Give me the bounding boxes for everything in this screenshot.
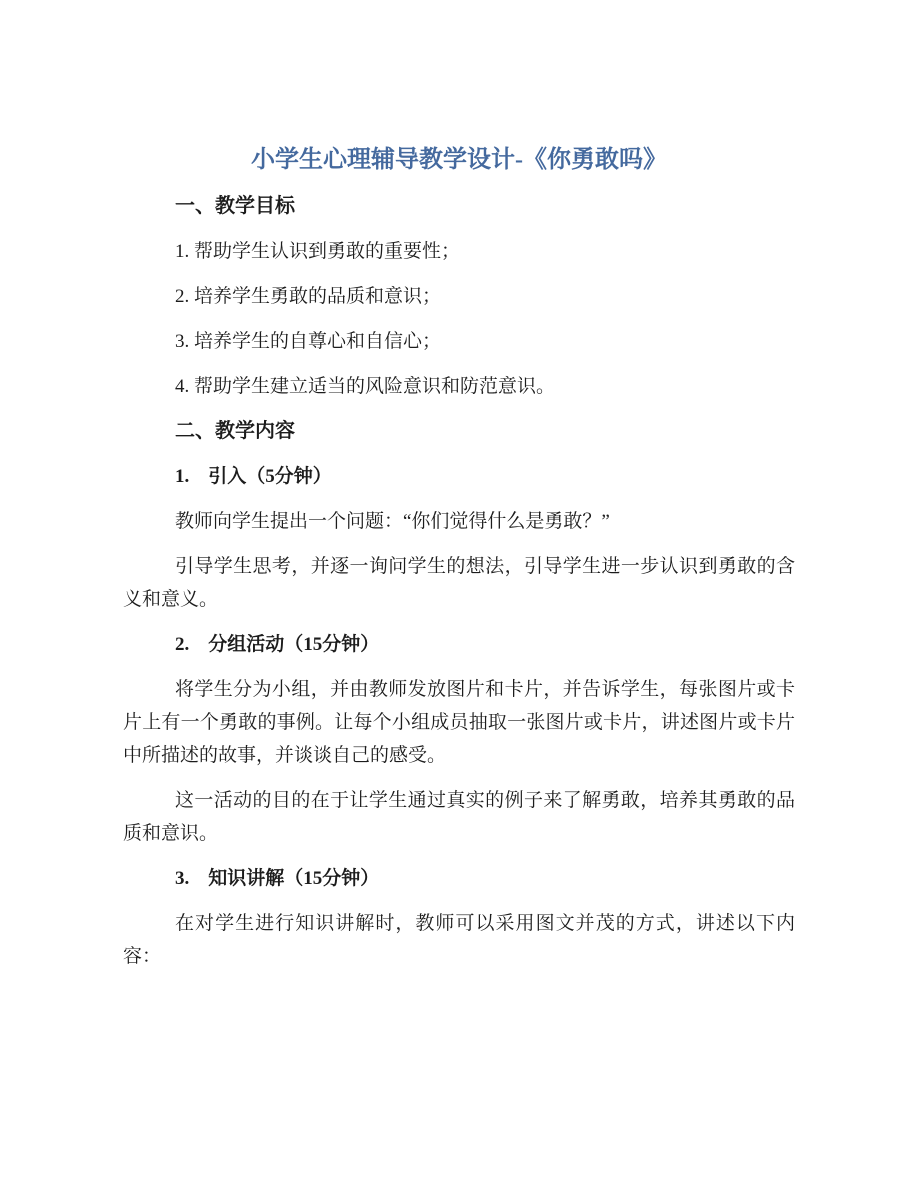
subsection-heading-knowledge: 3. 知识讲解（15分钟） (175, 868, 380, 889)
paragraph-knowledge-intro: 在对学生进行知识讲解时，教师可以采用图文并茂的方式，讲述以下内容： (123, 913, 795, 967)
subsection-heading-intro: 1. 引入（5分钟） (175, 466, 332, 487)
objective-item-3: 3. 培养学生的自尊心和自信心； (175, 331, 442, 352)
objective-item-4: 4. 帮助学生建立适当的风险意识和防范意识。 (175, 376, 556, 397)
section-heading-objectives: 一、教学目标 (175, 195, 295, 217)
paragraph-intro-guidance: 引导学生思考，并逐一询问学生的想法，引导学生进一步认识到勇敢的含义和意义。 (123, 556, 795, 610)
section-heading-content: 二、教学内容 (175, 420, 295, 442)
objective-item-2: 2. 培养学生勇敢的品质和意识； (175, 286, 442, 307)
paragraph-intro-question: 教师向学生提出一个问题：“你们觉得什么是勇敢？” (175, 511, 610, 532)
document-title: 小学生心理辅导教学设计-《你勇敢吗》 (251, 147, 667, 173)
paragraph-group-activity-purpose: 这一活动的目的在于让学生通过真实的例子来了解勇敢，培养其勇敢的品质和意识。 (123, 790, 795, 844)
paragraph-group-activity-steps: 将学生分为小组，并由教师发放图片和卡片，并告诉学生，每张图片或卡片上有一个勇敢的事例。让每个小组成员抽取一张图片或卡片，讲述图片或卡片中所描述的故事，并谈谈自己的感受。 (123, 679, 795, 766)
subsection-heading-group-activity: 2. 分组活动（15分钟） (175, 634, 380, 655)
objective-item-1: 1. 帮助学生认识到勇敢的重要性； (175, 241, 461, 262)
